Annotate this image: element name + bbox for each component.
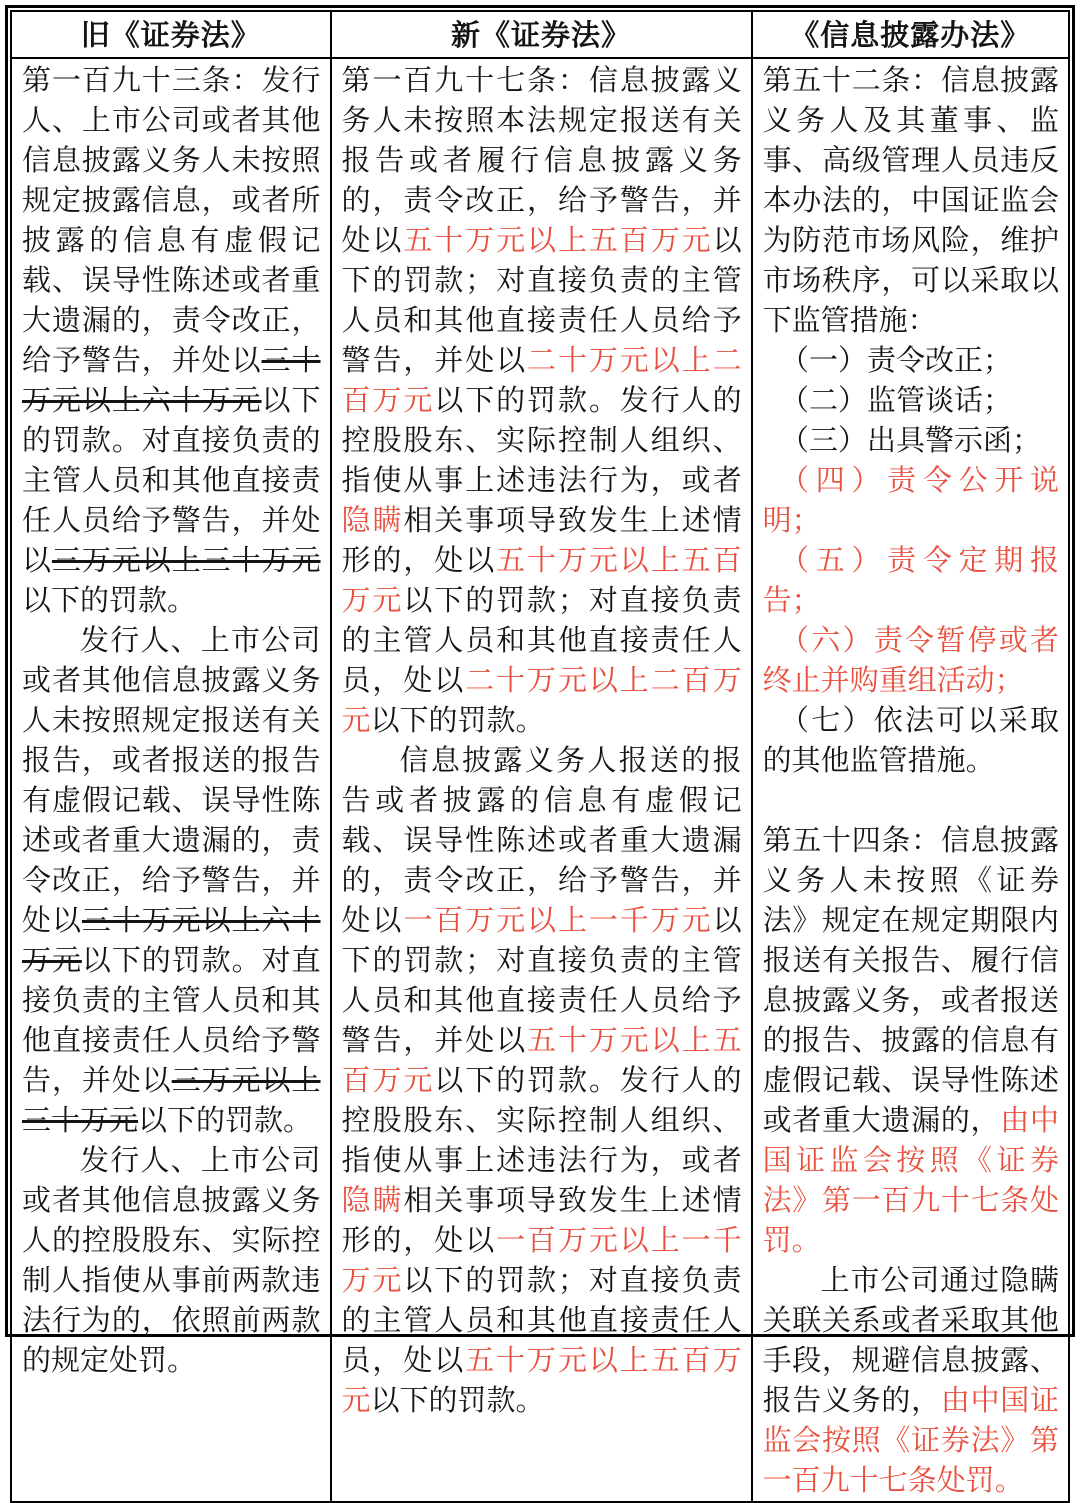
deleted-text: 三十万元以上六十万元 (22, 345, 321, 417)
text-run: 第一百九十三条：发行人、上市公司或者其他信息披露义务人未按照规定披露信息，或者所披露的信息有虚假记载、误导性陈述或者重大遗漏的，责令改正，给予警告，并处以 (22, 65, 321, 377)
deleted-text: 三万元以上三十万元 (22, 1065, 321, 1137)
added-text: 隐瞒 (341, 1185, 404, 1217)
cell-old-securities-law (11, 58, 331, 1502)
added-text: （六）责令暂停或者终止并购重组活动； (762, 625, 1059, 697)
paragraph (22, 621, 321, 1141)
paragraph (22, 1141, 321, 1381)
cell-disclosure-measures (752, 58, 1069, 1502)
text-run: 信息披露义务人报送的报告或者披露的信息有虚假记载、误导性陈述或者重大遗漏的，责令改正，给予警告，并处以 (341, 745, 742, 937)
table-frame (5, 5, 1075, 1497)
paragraph (342, 61, 742, 741)
text-run: 以下的罚款；对直接负责的主管人员和其他直接责任人员，处以 (341, 585, 742, 697)
added-text: 五十万元以上五百万元 (403, 225, 713, 257)
text-run: （二）监管谈话； (779, 385, 1012, 417)
added-text: 二十万元以上二百万元 (341, 345, 742, 417)
paragraph (763, 821, 1059, 1261)
text-run: 发行人、上市公司或者其他信息披露义务人的控股股东、实际控制人指使从事前两款违法行为的，依照前两款的规定处罚。 (22, 1145, 321, 1377)
added-text: 由中国证监会按照《证券法》第一百九十七条处罚。 (762, 1105, 1059, 1257)
deleted-text: 三万元以上三十万元 (51, 545, 321, 577)
column-header-disclosure-measures: 《信息披露办法》 (752, 11, 1069, 58)
list-item (763, 341, 1059, 381)
added-text: 由中国证监会按照《证券法》第一百九十七条处罚。 (762, 1385, 1059, 1497)
added-text: 隐瞒 (341, 505, 404, 537)
paragraph (22, 61, 321, 621)
text-run: 第五十二条：信息披露义务人及其董事、监事、高级管理人员违反本办法的，中国证监会为防范市场风险，维护市场秩序，可以采取以下监管措施： (762, 65, 1059, 337)
text-run: 以下的罚款。对直接负责的主管人员和其他直接责任人员给予警告，并处以 (22, 945, 321, 1097)
text-run: 上市公司通过隐瞒关联关系或者采取其他手段，规避信息披露、报告义务的， (762, 1265, 1059, 1417)
column-header-old-securities-law: 旧《证券法》 (11, 11, 331, 58)
text-run: 以下的罚款；对直接负责的主管人员和其他直接责任人员，处以 (341, 1265, 742, 1377)
body-row (11, 58, 1069, 1502)
list-item (763, 461, 1059, 541)
added-text: （四）责令公开说明； (762, 465, 1059, 537)
deleted-text: 三十万元以上六十万元 (22, 905, 321, 977)
list-item (763, 421, 1059, 461)
header-row (11, 11, 1069, 58)
text-run: 第一百九十七条：信息披露义务人未按照本法规定报送有关报告或者履行信息披露义务的，责令改正，给予警告，并处以 (341, 65, 742, 257)
text-run: 以下的罚款。 (138, 1105, 313, 1137)
text-run: 以下的罚款。 (370, 705, 545, 737)
paragraph (342, 741, 742, 1421)
paragraph-gap (763, 781, 1059, 821)
text-run: 相关事项导致发生上述情形的，处以 (341, 1185, 742, 1257)
text-run: （三）出具警示函； (779, 425, 1041, 457)
text-run: 第五十四条：信息披露义务人未按照《证券法》规定在规定期限内报送有关报告、履行信息披露义务，或者报送的报告、披露的信息有虚假记载、误导性陈述或者重大遗漏的， (762, 825, 1059, 1137)
added-text: 一百万元以上一千万元 (341, 1225, 742, 1297)
text-run: 发行人、上市公司或者其他信息披露义务人未按照规定报送有关报告，或者报送的报告有虚假记载、误导性陈述或者重大遗漏的，责令改正，给予警告，并处以 (22, 625, 321, 937)
added-text: 五十万元以上五百万元 (341, 1025, 742, 1097)
added-text: 二十万元以上二百万元 (341, 665, 742, 737)
text-run: 以下的罚款；对直接负责的主管人员和其他直接责任人员给予警告，并处以 (341, 225, 742, 377)
text-run: （一）责令改正； (779, 345, 1012, 377)
added-text: （五）责令定期报告； (762, 545, 1059, 617)
added-text: 五十万元以上五百万元 (341, 1345, 742, 1417)
list-item (763, 701, 1059, 781)
law-comparison-table (10, 10, 1070, 1503)
list-item (763, 381, 1059, 421)
text-run: 以下的罚款。 (370, 1385, 545, 1417)
text-run: 相关事项导致发生上述情形的，处以 (341, 505, 742, 577)
added-text: 五十万元以上五百万元 (341, 545, 742, 617)
text-run: 以下的罚款。发行人的控股股东、实际控制人组织、指使从事上述违法行为，或者 (341, 1065, 742, 1177)
paragraph (763, 1261, 1059, 1501)
text-run: 以下的罚款。发行人的控股股东、实际控制人组织、指使从事上述违法行为，或者 (341, 385, 742, 497)
text-run: （七）依法可以采取的其他监管措施。 (762, 705, 1059, 777)
paragraph (763, 61, 1059, 341)
text-run: 以下的罚款。 (22, 585, 197, 617)
cell-new-securities-law (331, 58, 752, 1502)
list-item (763, 541, 1059, 621)
list-item (763, 621, 1059, 701)
text-run: 以下的罚款。对直接负责的主管人员和其他直接责任人员给予警告，并处以 (22, 385, 321, 577)
column-header-new-securities-law: 新《证券法》 (331, 11, 752, 58)
added-text: 一百万元以上一千万元 (403, 905, 713, 937)
text-run: 以下的罚款；对直接负责的主管人员和其他直接责任人员给予警告，并处以 (341, 905, 742, 1057)
